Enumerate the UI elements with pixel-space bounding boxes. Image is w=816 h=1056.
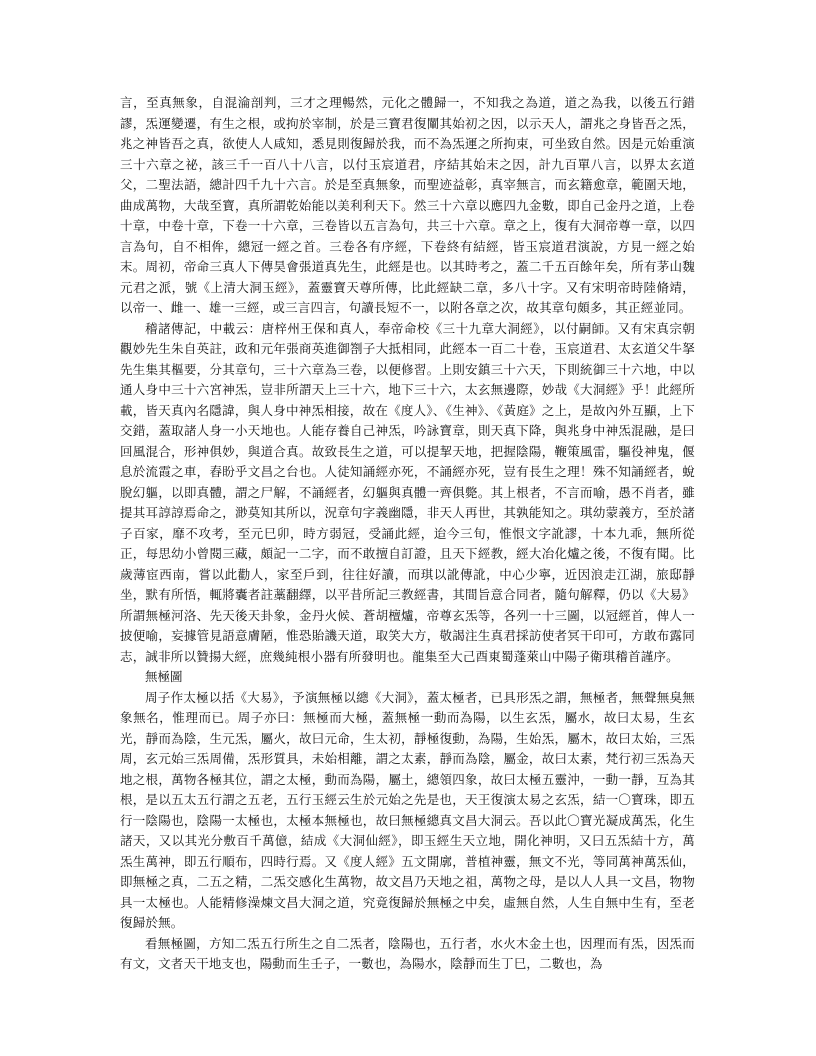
preface-paragraph-1: 言，至真無象，自混淪剖判，三才之理暢然，元化之體歸一，不知我之為道，道之為我，以後五行錯謬，炁運變遷，有生之根，或拘於宰制，於是三寶君復闡其始初之因，以示天人，謂兆之身皆吾之炁，兆之神皆吾之真，欲使人人咸知，悉見則復歸於我，而不為炁運之所拘束，可坐致自然。因是元始重演三十六章之祕，該三千一百八十八言，以付玉宸道君，序結其始末之因，計九百單八言，以界太玄道父，二聖法語，總計四千九十六言。於是至真無象，而聖迹益彰，真宰無言，而玄籍愈章，範圍天地，曲成萬物，大哉至寶，真所謂乾始能以美利利天下。然三十六章以應四九金數，即自己金丹之道，上卷十章，中卷十章，下卷一十六章，三卷皆以五言為句，共三十六章。章之上，復有大洞帝尊一章，以四言為句，自不相侔，總冠一經之首。三卷各有序經，下卷終有結經，皆玉宸道君演說，方見一經之始末。周初，帝命三真人下傳昊會張道真先生，此經是也。以其時考之，蓋二千五百餘年矣，所有茅山魏元君之派，號《上清大洞玉經》，蓋靈寶天尊所傳，比此經缺二章，多八十字。又有宋明帝時陸脩靖，以帝一、雌一、雄一三經，或三言四言，句讀長短不一，以附各章之次，故其章句頗多，其正經並同。 xyxy=(120,95,695,315)
preface-paragraph-2: 稽諸傳記，中載云：唐梓州王保和真人，奉帝命校《三十九章大洞經》，以付嗣師。又有宋真宗朝觀妙先生朱自英註，政和元年張商英進御劄子大抵相同，此經本一百二十卷，玉宸道君、太玄道父牛拏先生集其樞要，分其章句，三十六章為三卷，以便修習。上則安鎮三十六天，下則統御三十六地，中以通人身中三十六宮神炁，豈非所謂天上三十六，地下三十六，太玄無邊際，妙哉《大洞經》乎！此經所載，皆天真內名隱諱，與人身中神炁相接，故在《度人》、《生神》、《黃庭》之上，是故內外互顯，上下交錯，蓋取諸人身一小天地也。人能存養自己神炁，吟詠寶章，則天真下降，與兆身中神炁混融，是曰回風混合，形神俱妙，與道合真。故致長生之道，可以提挈天地，把握陰陽，鞭策風雷，驅役神鬼，偃息於流霞之車，舂盼乎文昌之台也。人徒知誦經亦死，不誦經亦死，豈有長生之理！殊不知誦經者，蛻脫幻軀，以即真體，謂之尸解，不誦經者，幻軀與真體一齊俱斃。其上根者，不言而喻，愚不肖者，雖提其耳諄諄焉命之，渺莫知其所以，況章句字義幽隱，非天人再世，其孰能知之。琪幼蒙義方，至於諸子百家，靡不攻考，至元巳卯，時方弱冠，受誦此經，迨今三旬，惟恨文字訛謬，十本九乖，無所從正，每思幼小曾閱三藏，頗記一二字，而不敢擅自訂證，且天下經教，經大冶化爐之後，不復有聞。比歲薄宦西南，嘗以此勸人，家至戶到，往往好讀，而琪以訛傳訛，中心少寧，近因浪走江湖，旅邸靜坐，默有所悟，輒將囊者註藁翻繹，以平昔所記三教經書，其間旨意合同者，隨句解釋，仍以《大易》所謂無極河洛、先天後天卦象，金丹火候、蒼胡檀爐，帝尊玄炁等，各列一十三圖，以冠經首，俾人一披便喻，妄據管見語意膚陋，惟恐貽譏天道，取笑大方，敬謁注生真君採訪使者冥干印可，方敢布露同志，誠非所以贊揚大經，庶幾純根小器有所發明也。龍集至大己酉東蜀蓬萊山中陽子衛琪稽首謹序。 xyxy=(120,320,695,664)
document-page xyxy=(120,93,695,1043)
body-paragraph-1: 周子作太極以括《大易》，予演無極以總《大洞》，蓋太極者，已具形炁之謂，無極者，無聲無臭無象無名，惟理而已。周子亦曰：無極而大極，蓋無極一動而為陽，以生玄炁，屬水，故曰太易，生玄光，靜而為陰，生元炁，屬火，故曰元命，生太初，靜極復動，為陽，生始炁，屬木，故曰太始，三炁周，玄元始三炁周備，炁形質具，未始相離，謂之太素，靜而為陰，屬金，故曰太素，梵行初三炁為天地之根，萬物各極其位，謂之太極，動而為陽，屬土，總領四象，故曰太極五靈沖，一動一靜，互為其根，是以五太五行謂之五老，五行玉經云生於元始之先是也，天王復演太易之玄炁，結一〇寶珠，即五行一陰陽也，陰陽一太極也，太極本無極也，故曰無極總真文昌大洞云。吾以此〇寶光凝成萬炁，化生諸天，又以其光分敷百千萬億，結成《大洞仙經》，即玉經生天立地，開化神明，又曰五炁結十方，萬炁生萬神，即五行順布，四時行焉。又《度人經》五文開廓，普植神靈，無文不光，等同萬神萬炁仙，即無極之真，二五之精，二炁交感化生萬物，故文昌乃天地之祖，萬物之母，是以人人具一文昌，物物具一太極也。人能精修澡煉文昌大洞之道，究竟復歸於無極之中矣，虛無自然，人生自無中生有，至老復歸於無。 xyxy=(120,689,695,930)
section-heading: 無極圖 xyxy=(145,669,183,684)
body-paragraph-2: 看無極圖，方知二炁五行所生之自二炁者，陰陽也，五行者，水火木金土也，因理而有炁，因炁而有文，文者天干地支也，陽動而生壬子，一數也，為陽水，陰靜而生丁巳，二數也，為 xyxy=(120,935,695,971)
